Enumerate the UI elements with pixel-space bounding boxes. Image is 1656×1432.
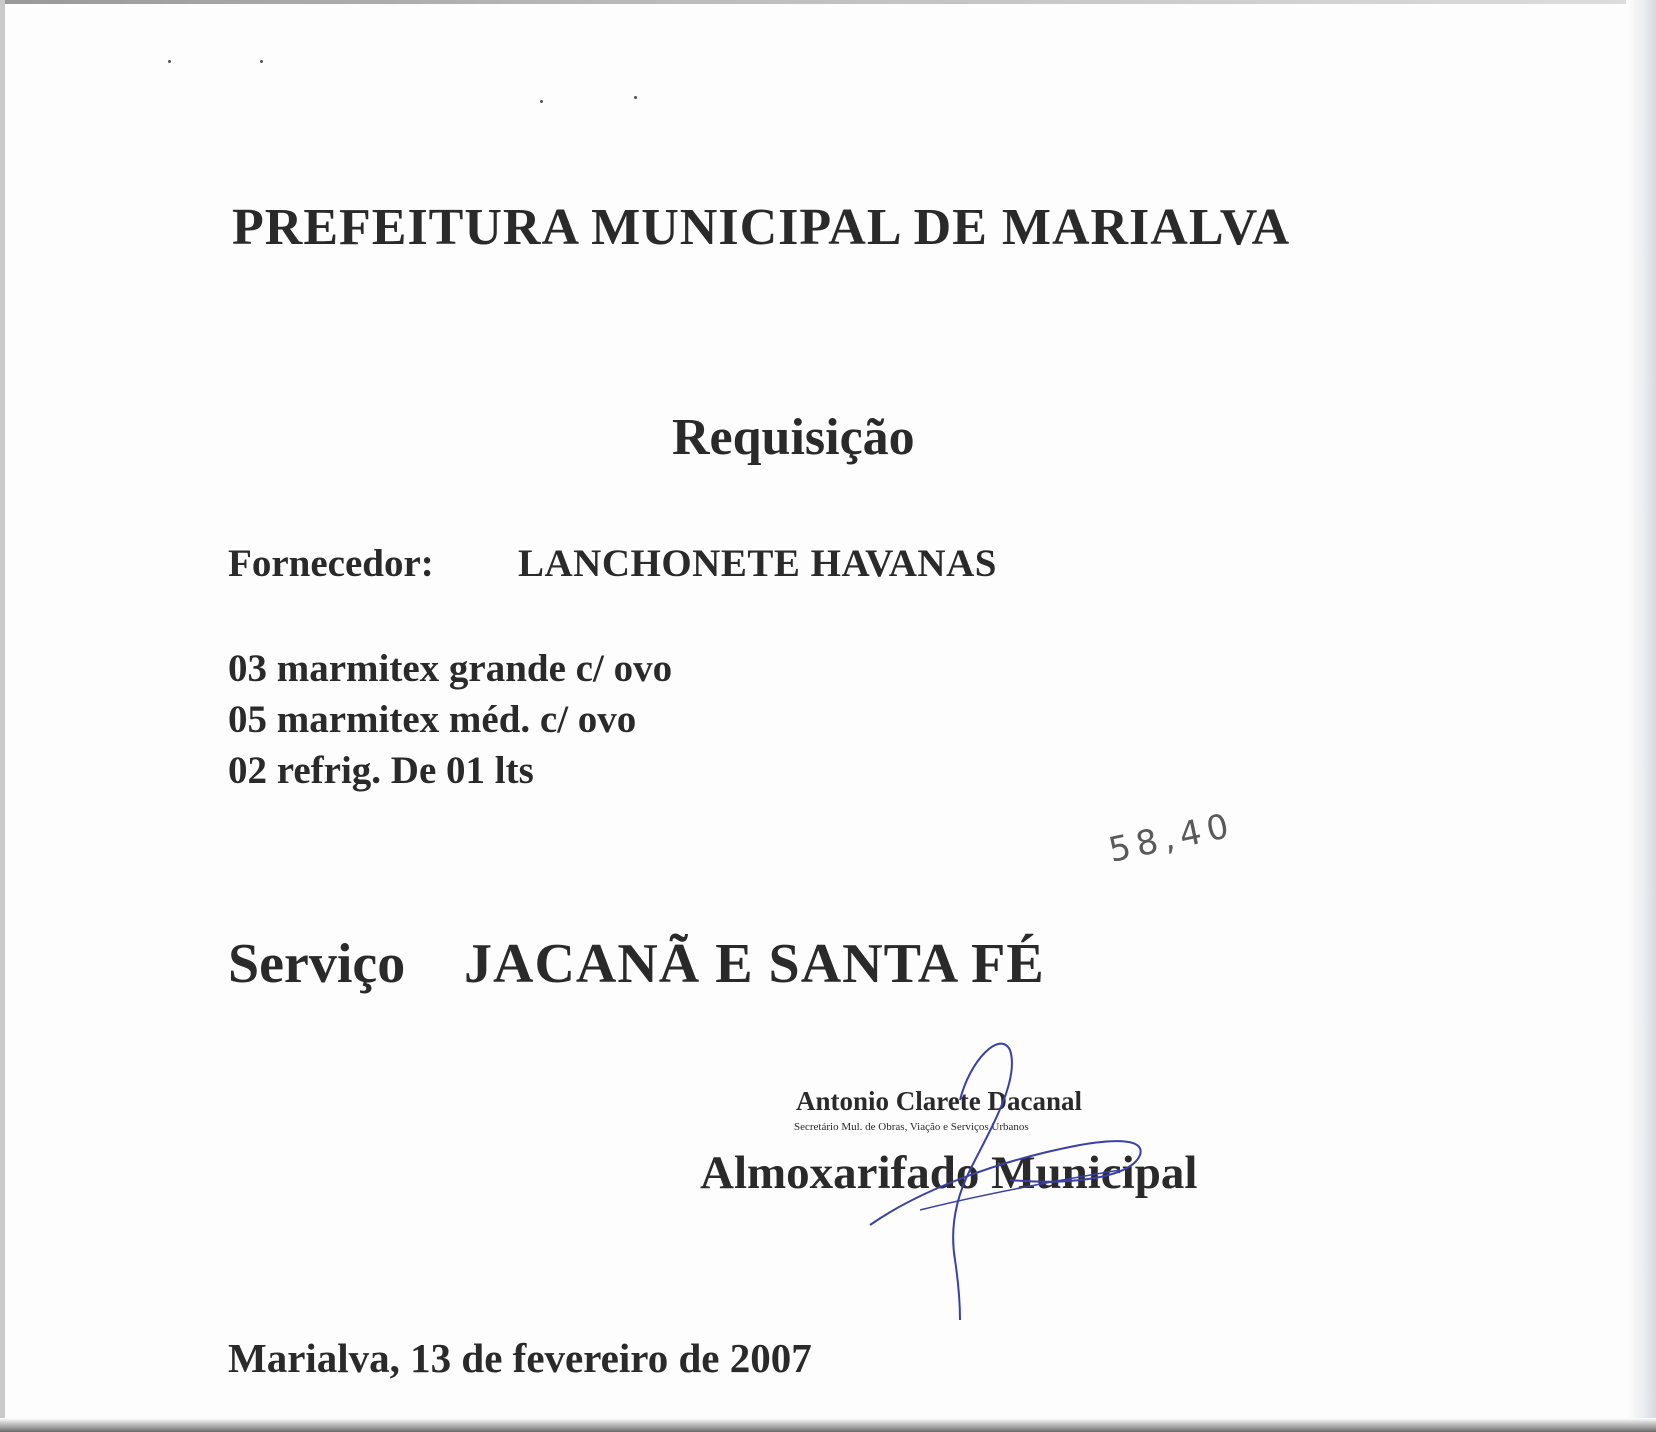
item-list xyxy=(228,643,672,796)
list-item: 05 marmitex méd. c/ ovo xyxy=(228,698,637,741)
scan-speck xyxy=(168,60,171,63)
supplier-name: LANCHONETE HAVANAS xyxy=(518,542,997,585)
list-item: 03 marmitex grande c/ ovo xyxy=(228,647,673,690)
scan-speck xyxy=(634,96,637,99)
handwritten-total: 58,40 xyxy=(1105,805,1239,871)
scan-edge-top xyxy=(0,0,1656,4)
supplier-label: Fornecedor: xyxy=(228,542,434,585)
list-item: 02 refrig. De 01 lts xyxy=(228,749,534,792)
service-label: Serviço xyxy=(228,933,406,995)
scan-edge-left xyxy=(0,0,5,1432)
signatory-name: Antonio Clarete Dacanal xyxy=(796,1086,1082,1116)
place-date: Marialva, 13 de fevereiro de 2007 xyxy=(228,1335,812,1381)
signatory-role: Secretário Mul. de Obras, Viação e Serviços Urbanos xyxy=(794,1121,1029,1133)
document-title: Requisição xyxy=(672,409,915,466)
signature-icon xyxy=(860,1020,1160,1320)
department-name: Almoxarifado Municipal xyxy=(700,1147,1198,1199)
scan-speck xyxy=(260,60,263,63)
scan-edge-bottom xyxy=(0,1418,1656,1432)
service-name: JACANÃ E SANTA FÉ xyxy=(464,933,1045,995)
document-header: PREFEITURA MUNICIPAL DE MARIALVA xyxy=(232,199,1291,256)
scan-edge-right xyxy=(1626,0,1656,1432)
scan-speck xyxy=(540,100,543,103)
